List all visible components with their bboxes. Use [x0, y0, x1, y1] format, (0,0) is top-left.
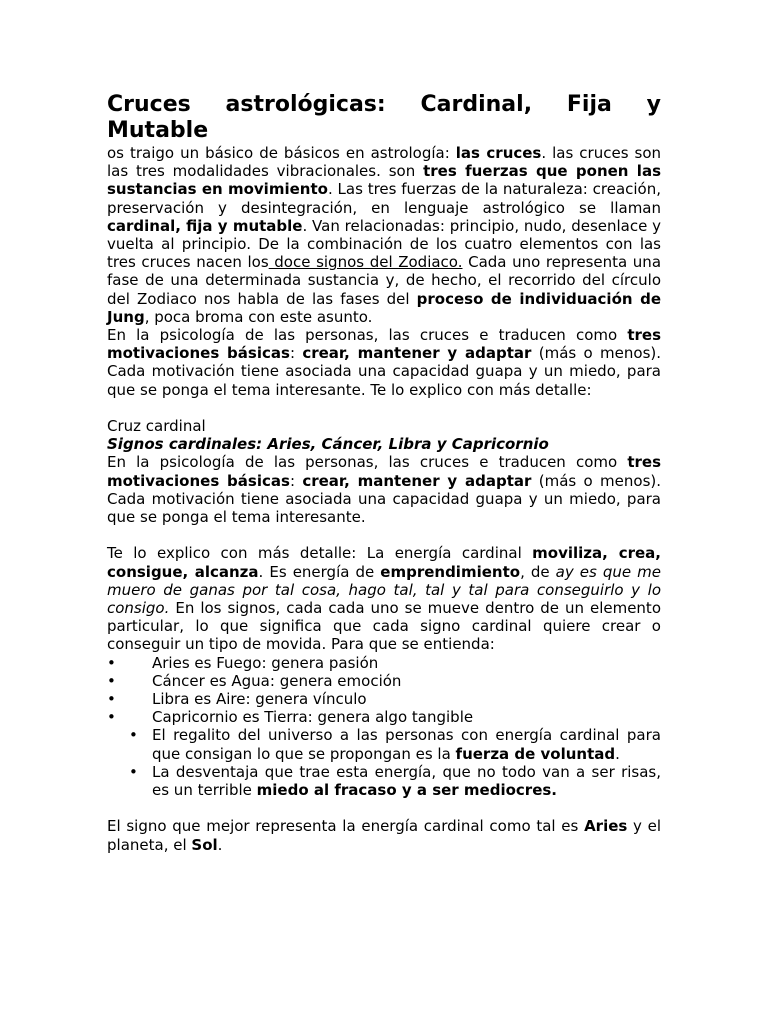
- closing-bold-sol: Sol: [191, 835, 218, 854]
- intro-bold-jung: proceso de individuación de Jung: [107, 289, 661, 326]
- motivation-text: En la psicología de las personas, las cruces e traducen como: [107, 453, 628, 472]
- list-item: • Libra es Aire: genera vínculo: [107, 690, 661, 708]
- closing-paragraph: [107, 817, 661, 853]
- detail-text: En los signos, cada cada uno se mueve dentro de un elemento particular, lo que significa que cada signo cardinal quiere crear o conseguir un tipo de movida. Para que se entienda:: [107, 599, 661, 654]
- zodiac-link[interactable]: doce signos del Zodiaco.: [268, 253, 463, 272]
- list-item: [107, 726, 661, 762]
- list-text: La desventaja que trae esta energía, que no todo van a ser risas, es un terrible: [152, 762, 661, 800]
- motivation-bold: crear, mantener y adaptar: [302, 344, 532, 363]
- intro-bold-cruces: las cruces: [455, 144, 542, 162]
- motivation-text: :: [289, 344, 303, 363]
- intro-text: os traigo un básico de básicos en astrología:: [107, 144, 456, 162]
- document-title: Cruces astrológicas: Cardinal, Fija y Mutable: [107, 92, 661, 143]
- motivation-text: (más o menos). Cada motivación tiene asociada una capacidad guapa y un miedo, para que se ponga el tema interesante.: [107, 471, 662, 527]
- detail-text: Te lo explico con más detalle: La energía cardinal: [107, 544, 533, 563]
- list-item: [107, 763, 661, 799]
- list-item: • Cáncer es Agua: genera emoción: [107, 672, 661, 690]
- closing-text: .: [217, 835, 223, 854]
- cardinal-signs-text: Signos cardinales: Aries, Cáncer, Libra y Capricornio: [107, 435, 549, 454]
- intro-bold-modalidades: cardinal, fija y mutable: [107, 216, 303, 235]
- motivation-bold: crear, mantener y adaptar: [302, 471, 532, 490]
- cardinal-heading: Cruz cardinal: [107, 417, 206, 436]
- list-bold: miedo al fracaso y a ser mediocres.: [256, 781, 557, 800]
- list-item: • Aries es Fuego: genera pasión: [107, 654, 661, 672]
- intro-paragraph: [107, 144, 661, 326]
- detail-bold-verbs: moviliza, crea, consigue, alcanza: [107, 544, 661, 581]
- list-text: .: [615, 744, 620, 763]
- spacer: [107, 399, 661, 417]
- closing-text: El signo que mejor representa la energía cardinal como tal es: [107, 817, 585, 836]
- detail-paragraph: [107, 544, 661, 653]
- sub-list: [107, 726, 661, 799]
- spacer: [107, 526, 661, 544]
- intro-text: , poca broma con este asunto.: [144, 307, 373, 326]
- sign-list: [107, 654, 661, 727]
- detail-text: , de: [520, 562, 556, 581]
- motivation-paragraph-2: [107, 453, 661, 526]
- detail-italic-quote: ay es que me muero de ganas por tal cosa, hago tal, tal y tal para conseguirlo y lo consigo.: [107, 562, 662, 618]
- intro-bold-fuerzas: tres fuerzas que ponen las sustancias en movimiento: [107, 162, 661, 199]
- closing-text: y el planeta, el: [107, 817, 662, 854]
- document-body: [107, 92, 661, 854]
- intro-text: . Van relacionadas: principio, nudo, desenlace y vuelta al principio. De la combinación de los cuatro elementos con las tres cruces nacen los: [107, 216, 661, 272]
- intro-text: Cada uno representa una fase de una determinada sustancia y, de hecho, el recorrido del círculo del Zodiaco nos habla de las fases del: [107, 253, 662, 308]
- spacer: [107, 799, 661, 817]
- list-text: El regalito del universo a las personas con energía cardinal para que consigan lo que se propongan es la: [152, 726, 661, 763]
- cardinal-signs-subheading: [107, 435, 661, 453]
- motivation-bold: tres motivaciones básicas: [107, 453, 661, 490]
- list-item: • Capricornio es Tierra: genera algo tangible: [107, 708, 661, 726]
- motivation-text: (más o menos). Cada motivación tiene asociada una capacidad guapa y un miedo, para que se ponga el tema interesante. Te lo explico con más detalle:: [107, 344, 662, 399]
- motivation-text: :: [289, 471, 303, 490]
- intro-text: . Las tres fuerzas de la naturaleza: creación, preservación y desintegración, en lenguaje astrológico se llaman: [107, 180, 662, 217]
- detail-bold-emprendimiento: emprendimiento: [380, 562, 521, 581]
- closing-bold-aries: Aries: [584, 817, 628, 836]
- intro-text: . las cruces son las tres modalidades vibracionales. son: [107, 144, 661, 181]
- list-bold: fuerza de voluntad: [455, 744, 616, 763]
- detail-text: . Es energía de: [258, 562, 381, 581]
- motivation-bold: tres motivaciones básicas: [107, 326, 661, 363]
- motivation-text: En la psicología de las personas, las cruces e traducen como: [107, 326, 628, 345]
- motivation-paragraph: [107, 326, 661, 399]
